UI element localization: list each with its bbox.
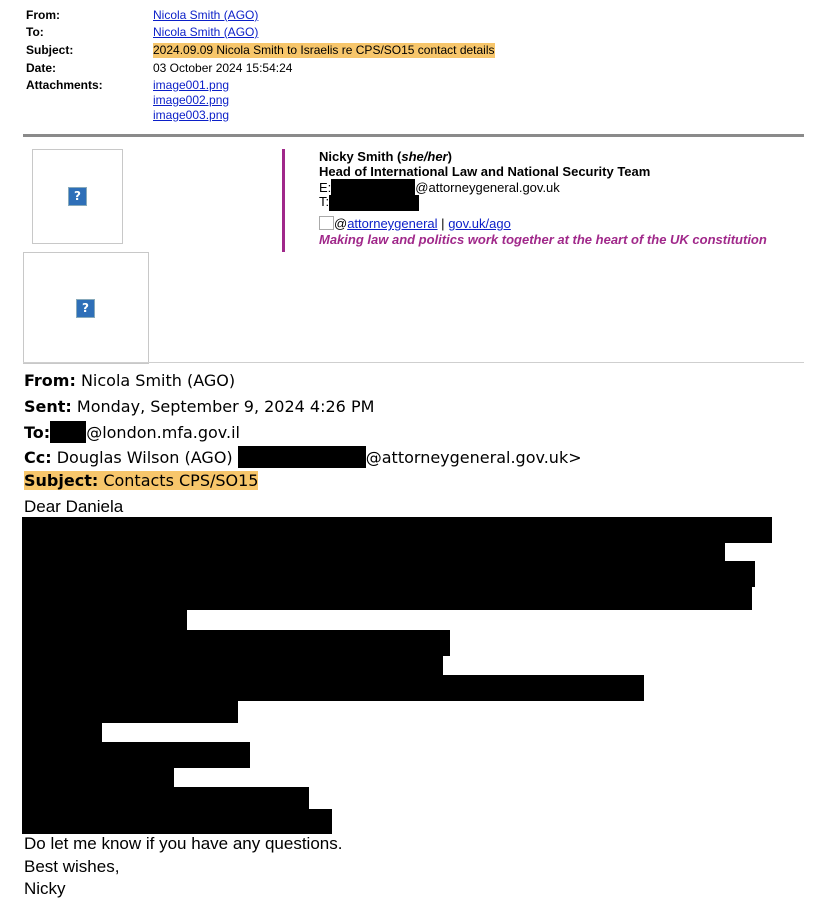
signature-title: Head of International Law and National Security Team (319, 164, 651, 179)
redaction-bar (329, 195, 419, 211)
forwarded-sent-label: Sent: (24, 397, 72, 416)
signature-accent-bar (282, 149, 285, 252)
email-domain: @attorneygeneral.gov.uk (415, 180, 560, 195)
forwarded-from-value: Nicola Smith (AGO) (80, 371, 236, 390)
forwarded-sent-value: Monday, September 9, 2024 4:26 PM (76, 397, 375, 416)
to-value-link[interactable]: Nicola Smith (AGO) (153, 25, 259, 39)
to-label: To: (26, 25, 44, 39)
forwarded-from (24, 370, 235, 392)
from-label: From: (26, 8, 60, 22)
redaction-bar (22, 561, 755, 587)
redaction-bar (22, 809, 332, 834)
signature-name-line: Nicky Smith (she/her) (319, 149, 452, 164)
redaction-bar (22, 742, 250, 768)
sender-name: Nicky (24, 879, 66, 898)
redaction-bar (22, 517, 772, 543)
attachment-link[interactable]: image001.png (153, 78, 230, 92)
subject-label: Subject: (26, 43, 74, 57)
twitter-link[interactable]: attorneygeneral (347, 216, 438, 231)
forwarded-sent (24, 396, 374, 418)
twitter-icon (319, 216, 334, 230)
forwarded-from-label: From: (24, 371, 76, 390)
forwarded-subject (24, 470, 258, 492)
forwarded-to (24, 421, 240, 444)
forwarded-to-label: To: (24, 423, 51, 442)
redaction-bar (22, 701, 238, 723)
forwarded-subject-value: Contacts CPS/SO15 (103, 471, 259, 490)
email-prefix: E: (319, 180, 332, 195)
redaction-bar (22, 675, 644, 701)
forwarded-cc-label: Cc: (24, 448, 52, 467)
signature-divider (23, 362, 804, 363)
signature-image-placeholder (23, 252, 149, 364)
attachment-link[interactable]: image002.png (153, 93, 230, 107)
redaction-bar (22, 543, 725, 561)
sign-off: Best wishes, (24, 857, 120, 876)
broken-image-icon: ? (76, 299, 95, 318)
redaction-bar (22, 787, 309, 809)
date-value: 03 October 2024 15:54:24 (153, 61, 293, 75)
redaction-bar (331, 179, 415, 195)
phone-prefix: T: (319, 194, 330, 209)
signature-tagline: Making law and politics work together at the heart of the UK constitution (319, 232, 767, 247)
redaction-bar (22, 768, 174, 787)
redaction-bar (22, 723, 102, 742)
signature-pronouns: she/her (401, 149, 448, 164)
forwarded-cc-name: Douglas Wilson (AGO) (56, 448, 233, 467)
signature-email-line (319, 179, 560, 195)
attachments-label: Attachments: (26, 78, 103, 92)
date-label: Date: (26, 61, 57, 75)
forwarded-cc (24, 446, 582, 469)
redaction-bar (50, 421, 86, 443)
redaction-bar (22, 656, 443, 675)
attachment-link[interactable]: image003.png (153, 108, 230, 122)
signature-image-placeholder (32, 149, 123, 244)
redaction-bar (22, 630, 450, 656)
broken-image-icon: ? (68, 187, 87, 206)
header-divider (23, 134, 804, 137)
subject-value: 2024.09.09 Nicola Smith to Israelis re CPS/SO15 contact details (153, 43, 495, 57)
signature-name: Nicky Smith (319, 149, 394, 164)
redaction-bar (22, 610, 187, 630)
forwarded-subject-label: Subject: (24, 471, 99, 490)
link-separator: | (441, 216, 445, 231)
signature-phone-line (319, 194, 419, 211)
website-link[interactable]: gov.uk/ago (448, 216, 511, 231)
forwarded-to-value: @london.mfa.gov.il (86, 423, 240, 442)
signature-links-line (319, 216, 511, 231)
closing-question: Do let me know if you have any questions. (24, 834, 343, 853)
redaction-bar (22, 587, 752, 610)
greeting: Dear Daniela (24, 497, 124, 516)
forwarded-cc-domain: @attorneygeneral.gov.uk> (365, 448, 582, 467)
from-value-link[interactable]: Nicola Smith (AGO) (153, 8, 259, 22)
at-sign: @ (334, 216, 348, 231)
redaction-bar (238, 446, 366, 468)
